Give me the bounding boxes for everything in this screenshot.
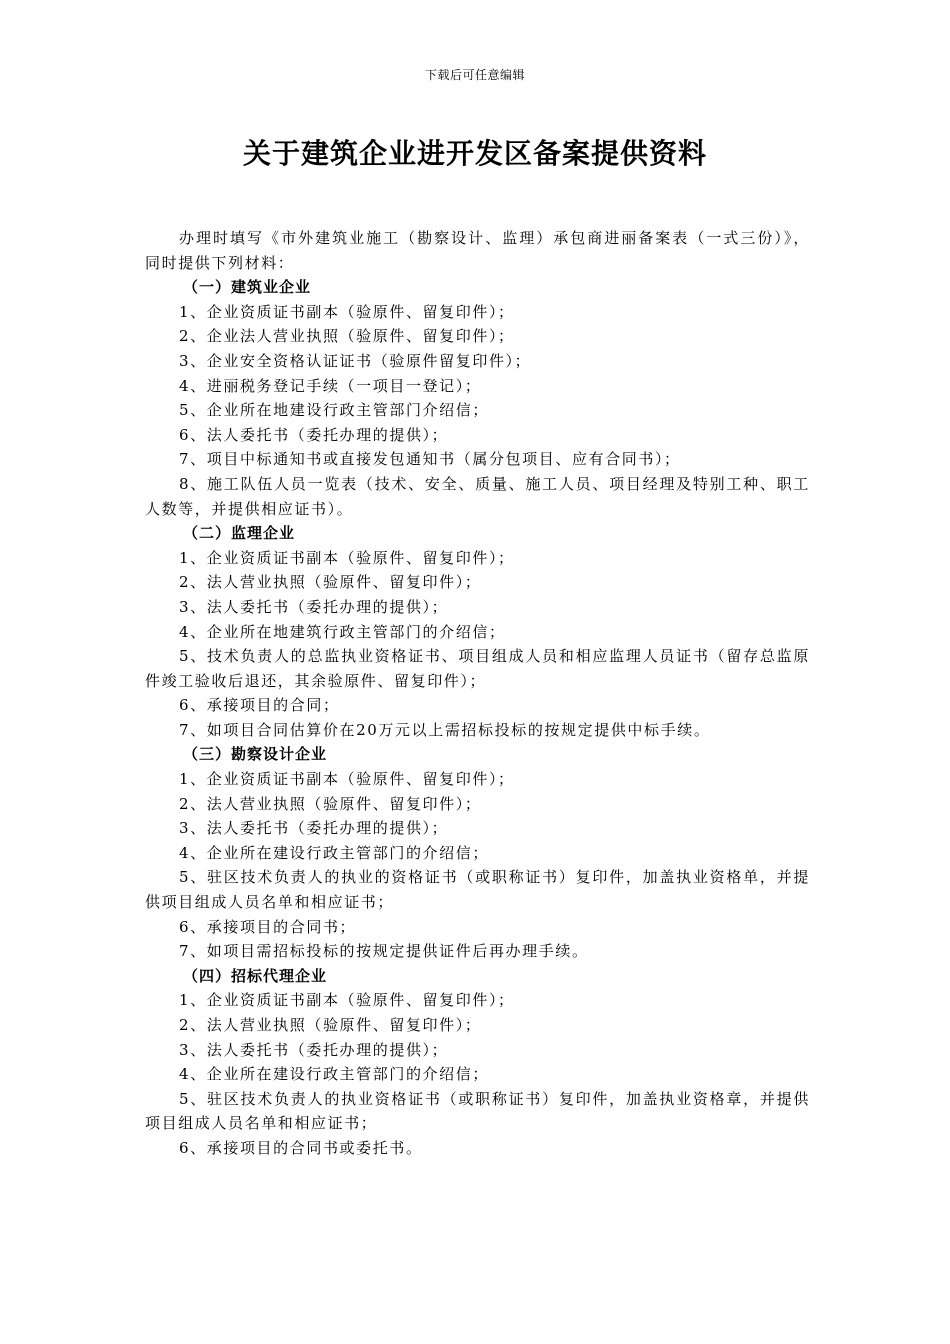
list-item: 4、企业所在地建筑行政主管部门的介绍信；	[179, 622, 506, 641]
list-item: 6、承接项目的合同；	[179, 696, 340, 715]
document-body	[145, 226, 810, 1161]
section-heading: （一）建筑业企业	[183, 278, 312, 297]
list-item: 1、企业资质证书副本（验原件、留复印件）；	[179, 770, 515, 789]
list-item: 3、企业安全资格认证证书（验原件留复印件）；	[179, 351, 532, 370]
list-item: 1、企业资质证书副本（验原件、留复印件）；	[179, 548, 515, 567]
list-item-continuation: 件竣工验收后退还，其余验原件、留复印件）；	[145, 671, 487, 690]
section-heading: （四）招标代理企业	[183, 966, 328, 985]
list-item: 5、驻区技术负责人的执业的资格证书（或职称证书）复印件，加盖执业资格单，并提	[179, 868, 810, 887]
list-item: 8、施工队伍人员一览表（技术、安全、质量、施工人员、项目经理及特别工种、职工	[179, 474, 810, 493]
list-item: 2、法人营业执照（验原件、留复印件）；	[179, 573, 482, 592]
list-item: 5、驻区技术负责人的执业资格证书（或职称证书）复印件，加盖执业资格章，并提供	[179, 1089, 810, 1108]
section-heading: （二）监理企业	[183, 524, 296, 543]
section-heading: （三）勘察设计企业	[183, 745, 328, 764]
list-item: 3、法人委托书（委托办理的提供）；	[179, 1040, 449, 1059]
list-item: 4、企业所在建设行政主管部门的介绍信；	[179, 843, 489, 862]
list-item: 6、法人委托书（委托办理的提供）；	[179, 425, 449, 444]
list-item-continuation: 人数等，并提供相应证书）。	[145, 499, 354, 518]
header-note: 下载后可任意编辑	[424, 68, 525, 82]
list-item: 7、项目中标通知书或直接发包通知书（属分包项目、应有合同书）；	[179, 450, 681, 469]
list-item-continuation: 项目组成人员名单和相应证书；	[145, 1114, 378, 1133]
list-item: 3、法人委托书（委托办理的提供）；	[179, 819, 449, 838]
list-item: 1、企业资质证书副本（验原件、留复印件）；	[179, 991, 515, 1010]
list-item: 2、法人营业执照（验原件、留复印件）；	[179, 1016, 482, 1034]
list-item: 7、如项目需招标投标的按规定提供证件后再办理手续。	[179, 942, 589, 961]
list-item: 1、企业资质证书副本（验原件、留复印件）；	[179, 302, 515, 321]
list-item: 7、如项目合同估算价在20万元以上需招标投标的按规定提供中标手续。	[179, 720, 711, 739]
list-item-continuation: 供项目组成人员名单和相应证书；	[145, 893, 395, 912]
list-item: 2、法人营业执照（验原件、留复印件）；	[179, 794, 482, 813]
document-title: 关于建筑企业进开发区备案提供资料	[242, 137, 707, 170]
intro-line: 办理时填写《市外建筑业施工（勘察设计、监理）承包商进丽备案表（一式三份）》，	[179, 229, 810, 247]
list-item: 4、进丽税务登记手续（一项目一登记）；	[179, 376, 482, 395]
list-item: 4、企业所在建设行政主管部门的介绍信；	[179, 1065, 489, 1084]
list-item: 5、企业所在地建设行政主管部门介绍信；	[179, 401, 489, 420]
intro-line: 同时提供下列材料：	[145, 253, 295, 272]
list-item: 2、企业法人营业执照（验原件、留复印件）；	[179, 327, 515, 346]
list-item: 6、承接项目的合同书；	[179, 917, 357, 936]
list-item: 5、技术负责人的总监执业资格证书、项目组成人员和相应监理人员证书（留存总监原	[179, 647, 810, 666]
list-item: 3、法人委托书（委托办理的提供）；	[179, 597, 449, 616]
list-item: 6、承接项目的合同书或委托书。	[179, 1138, 423, 1157]
